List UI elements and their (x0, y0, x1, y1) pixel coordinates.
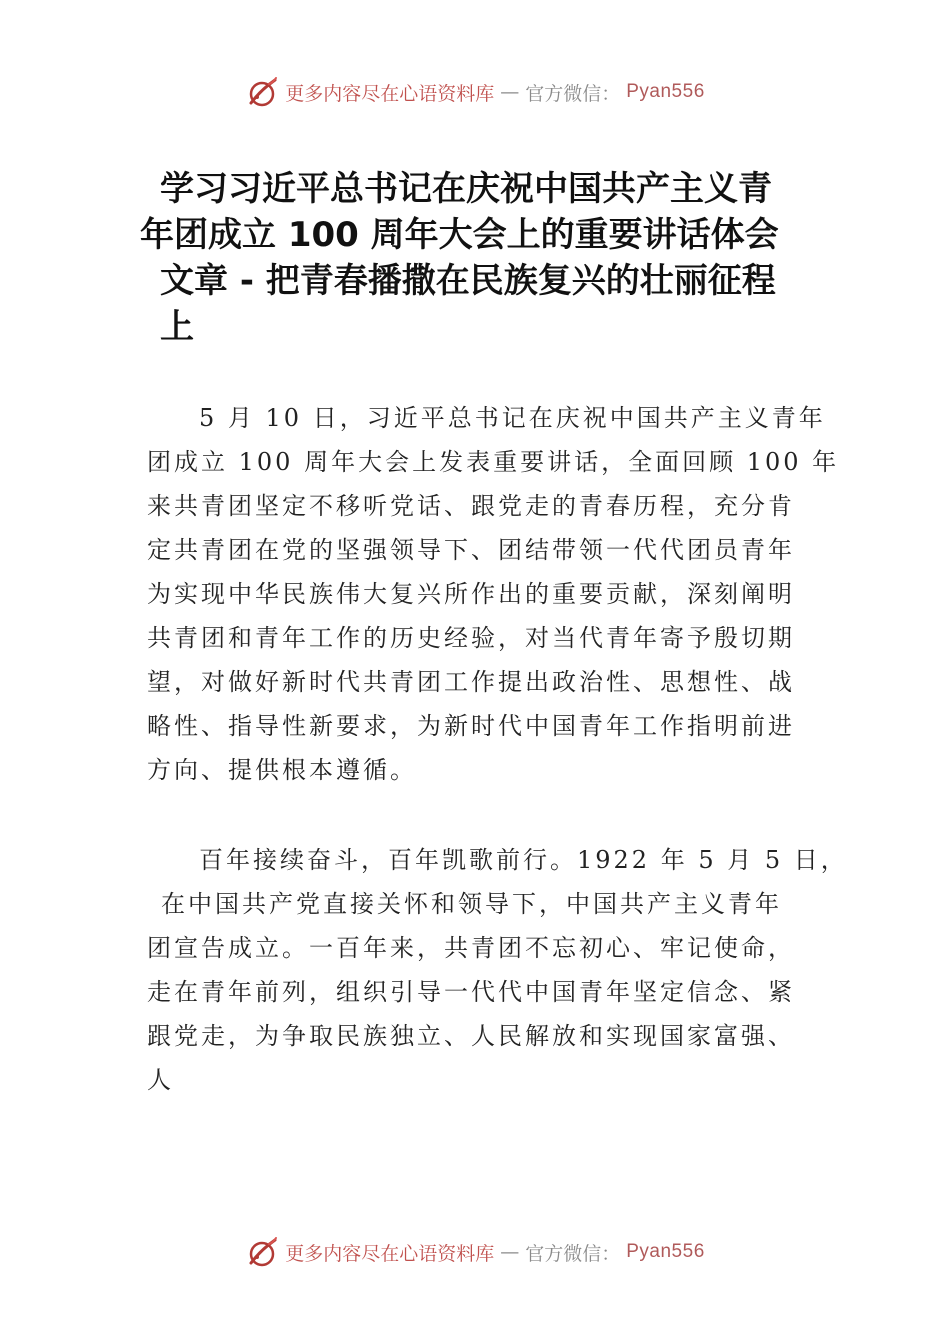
title-line: 年团成立 100 周年大会上的重要讲话体会 (140, 215, 779, 255)
paragraph-line: 为实现中华民族伟大复兴所作出的重要贡献，深刻阐明 (147, 580, 795, 608)
footer-wechat-label: 官方微信： (525, 1242, 621, 1265)
body-paragraph-2 (147, 838, 848, 1102)
paragraph-line: 5 月 10 日，习近平总书记在庆祝中国共产主义青年 (199, 404, 826, 432)
paragraph-line: 来共青团坚定不移听党话、跟党走的青春历程，充分肯 (147, 492, 795, 520)
paragraph-line: 方向、提供根本遵循。 (147, 756, 417, 784)
paragraph-line: 跟党走，为争取民族独立、人民解放和实现国家富强、 (147, 1022, 795, 1050)
brush-logo-icon (245, 1235, 279, 1269)
header-wechat-id: Pyan556 (626, 81, 705, 102)
footer-wechat-id: Pyan556 (626, 1241, 705, 1262)
header-banner (0, 72, 950, 112)
paragraph-line: 望，对做好新时代共青团工作提出政治性、思想性、战 (147, 668, 795, 696)
paragraph-line: 在中国共产党直接关怀和领导下，中国共产主义青年 (161, 890, 782, 918)
paragraph-line: 团成立 100 周年大会上发表重要讲话，全面回顾 100 年 (147, 448, 840, 476)
title-line: 上 (160, 307, 194, 347)
document-title (140, 166, 810, 350)
paragraph-line: 团宣告成立。一百年来，共青团不忘初心、牢记使命， (147, 934, 795, 962)
title-line: 文章 - 把青春播撒在民族复兴的壮丽征程 (160, 261, 776, 301)
paragraph-line: 走在青年前列，组织引导一代代中国青年坚定信念、紧 (147, 978, 795, 1006)
header-wechat-label: 官方微信： (525, 82, 621, 105)
brush-logo-icon (245, 75, 279, 109)
footer-banner (0, 1232, 950, 1272)
title-line: 学习习近平总书记在庆祝中国共产主义青 (160, 169, 772, 209)
footer-promo-text: 更多内容尽在心语资料库 (285, 1242, 495, 1265)
paragraph-line: 略性、指导性新要求，为新时代中国青年工作指明前进 (147, 712, 795, 740)
header-promo-text: 更多内容尽在心语资料库 (285, 82, 495, 105)
paragraph-line: 人 (147, 1066, 174, 1094)
header-separator: — (500, 81, 520, 103)
paragraph-line: 定共青团在党的坚强领导下、团结带领一代代团员青年 (147, 536, 795, 564)
paragraph-line: 百年接续奋斗，百年凯歌前行。1922 年 5 月 5 日， (199, 846, 848, 874)
footer-separator: — (500, 1241, 520, 1263)
paragraph-line: 共青团和青年工作的历史经验，对当代青年寄予殷切期 (147, 624, 795, 652)
body-paragraph-1 (147, 396, 840, 792)
